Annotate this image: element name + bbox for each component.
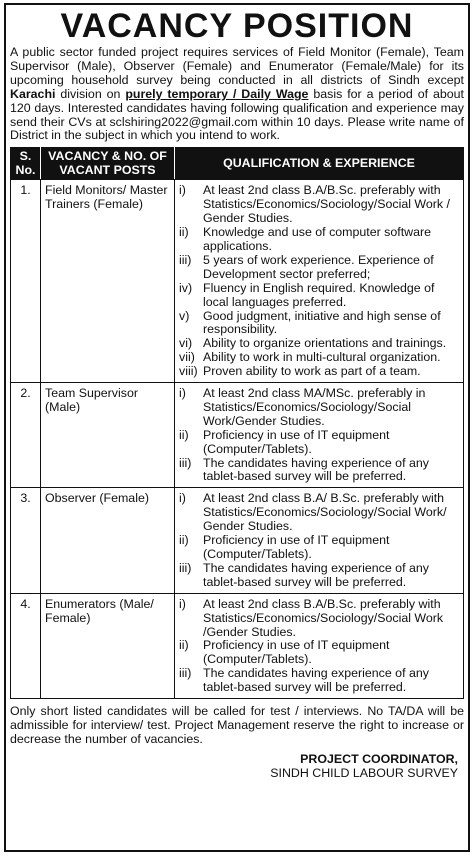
qualification-item bbox=[179, 365, 459, 379]
item-numeral: i) bbox=[179, 386, 186, 401]
item-text: Proven ability to work as part of a team. bbox=[203, 364, 421, 379]
item-text: Ability to organize orientations and trainings. bbox=[203, 336, 447, 351]
header-post: VACANCY & NO. OF VACANT POSTS bbox=[41, 148, 175, 180]
row-number: 2. bbox=[11, 383, 41, 488]
post-title: Team Supervisor (Male) bbox=[41, 383, 175, 488]
table-body bbox=[11, 180, 464, 699]
vacancy-table bbox=[10, 147, 464, 699]
item-text: Proficiency in use of IT equipment (Computer/Tablets). bbox=[203, 533, 390, 561]
item-text: Ability to work in multi-cultural organization. bbox=[203, 350, 441, 365]
qualification-item bbox=[179, 254, 459, 282]
item-numeral: iii) bbox=[179, 252, 192, 267]
item-text: Fluency in English required. Knowledge of local languages preferred. bbox=[203, 280, 435, 309]
qualification-item bbox=[179, 457, 459, 485]
item-numeral: iv) bbox=[179, 280, 193, 295]
page-title: VACANCY POSITION bbox=[60, 7, 414, 45]
item-numeral: i) bbox=[179, 491, 186, 506]
item-numeral: viii) bbox=[179, 364, 198, 379]
item-text: The candidates having experience of any tablet-based survey will be preferred. bbox=[203, 455, 429, 484]
item-numeral: ii) bbox=[179, 638, 189, 653]
qualification-item bbox=[179, 598, 459, 640]
table-row bbox=[11, 180, 464, 383]
item-numeral: ii) bbox=[179, 427, 189, 442]
row-number: 3. bbox=[11, 488, 41, 593]
item-text: The candidates having experience of any tablet-based survey will be preferred. bbox=[203, 666, 429, 695]
post-title: Enumerators (Male/ Female) bbox=[41, 593, 175, 698]
table-row bbox=[11, 383, 464, 488]
item-text: The candidates having experience of any tablet-based survey will be preferred. bbox=[203, 560, 429, 589]
item-numeral: iii) bbox=[179, 560, 192, 575]
qualification-list bbox=[175, 593, 464, 698]
qualification-item bbox=[179, 534, 459, 562]
item-numeral: i) bbox=[179, 596, 186, 611]
qualification-item bbox=[179, 282, 459, 310]
item-numeral: iii) bbox=[179, 666, 192, 681]
post-title: Field Monitors/ Master Trainers (Female) bbox=[41, 180, 175, 383]
table-header-row bbox=[11, 148, 464, 180]
qualification-item bbox=[179, 184, 459, 226]
item-text: At least 2nd class MA/MSc. preferably in Statistics/Economics/Sociology/Social Work/Gender Studies. bbox=[203, 386, 426, 428]
table-row bbox=[11, 593, 464, 698]
qualification-item bbox=[179, 226, 459, 254]
item-numeral: i) bbox=[179, 183, 186, 198]
item-numeral: v) bbox=[179, 308, 190, 323]
item-text: Good judgment, initiative and high sense of responsibility. bbox=[203, 308, 441, 337]
header-sno: S. No. bbox=[11, 148, 41, 180]
intro-text-1: A public sector funded project requires services of Field Monitor (Female), Team Supervisor (Male), Observer (Female) and Enumerator (Female/Male) for its upcoming household survey being conducted in all districts of Sindh except bbox=[10, 45, 464, 87]
qualification-list bbox=[175, 383, 464, 488]
qualification-item bbox=[179, 310, 459, 338]
intro-wage-basis: purely temporary / Daily Wage bbox=[125, 86, 309, 101]
footer-note: Only short listed candidates will be called for test / interviews. No TA/DA will be admissible for interview/ test. Project Management reserve the right to increase or decrease the number of vacancies. bbox=[10, 704, 464, 747]
header-qualification: QUALIFICATION & EXPERIENCE bbox=[175, 148, 464, 180]
item-numeral: ii) bbox=[179, 533, 189, 548]
row-number: 4. bbox=[11, 593, 41, 698]
item-text: Knowledge and use of computer software applications. bbox=[203, 225, 431, 253]
item-text: Proficiency in use of IT equipment (Computer/Tablets). bbox=[203, 638, 390, 667]
qualification-list bbox=[175, 180, 464, 383]
qualification-list bbox=[175, 488, 464, 593]
signature-role: PROJECT COORDINATOR, bbox=[300, 752, 458, 767]
post-title: Observer (Female) bbox=[41, 488, 175, 593]
qualification-item bbox=[179, 667, 459, 695]
item-numeral: vi) bbox=[179, 336, 193, 351]
item-text: At least 2nd class B.A/B.Sc. preferably with Statistics/Economics/Sociology/Social Work / Gender Studies. bbox=[203, 183, 450, 226]
item-text: Proficiency in use of IT equipment (Computer/Tablets). bbox=[203, 427, 390, 456]
qualification-item bbox=[179, 639, 459, 667]
qualification-item bbox=[179, 337, 459, 351]
qualification-item bbox=[179, 492, 459, 534]
signature-org: SINDH CHILD LABOUR SURVEY bbox=[270, 766, 458, 781]
qualification-item bbox=[179, 387, 459, 429]
table-row bbox=[11, 488, 464, 593]
item-numeral: ii) bbox=[179, 225, 189, 240]
intro-karachi: Karachi bbox=[10, 86, 56, 101]
intro-text-3: basis for a period of about 120 days. Interested candidates having following qualification and experience may send their CVs at sclshiring2022@gmail.com within 10 days. Please write name of District in the subject in which you intend to work. bbox=[10, 86, 465, 143]
qualification-item bbox=[179, 429, 459, 457]
qualification-item bbox=[179, 562, 459, 590]
item-text: At least 2nd class B.A/ B.Sc. preferably with Statistics/Economics/Sociology/Social Work/ Gender Studies. bbox=[203, 491, 447, 534]
signature-block bbox=[10, 752, 464, 780]
qualification-item bbox=[179, 351, 459, 365]
row-number: 1. bbox=[11, 180, 41, 383]
item-text: 5 years of work experience. Experience of Development sector preferred; bbox=[203, 252, 434, 281]
item-numeral: iii) bbox=[179, 455, 192, 470]
item-numeral: vii) bbox=[179, 350, 195, 365]
intro-paragraph bbox=[10, 46, 464, 143]
item-text: At least 2nd class B.A/B.Sc. preferably with Statistics/Economics/Sociology/Social Work /Gender Studies. bbox=[203, 596, 444, 639]
vacancy-advertisement bbox=[4, 3, 470, 852]
intro-text-2: division on bbox=[55, 86, 126, 101]
